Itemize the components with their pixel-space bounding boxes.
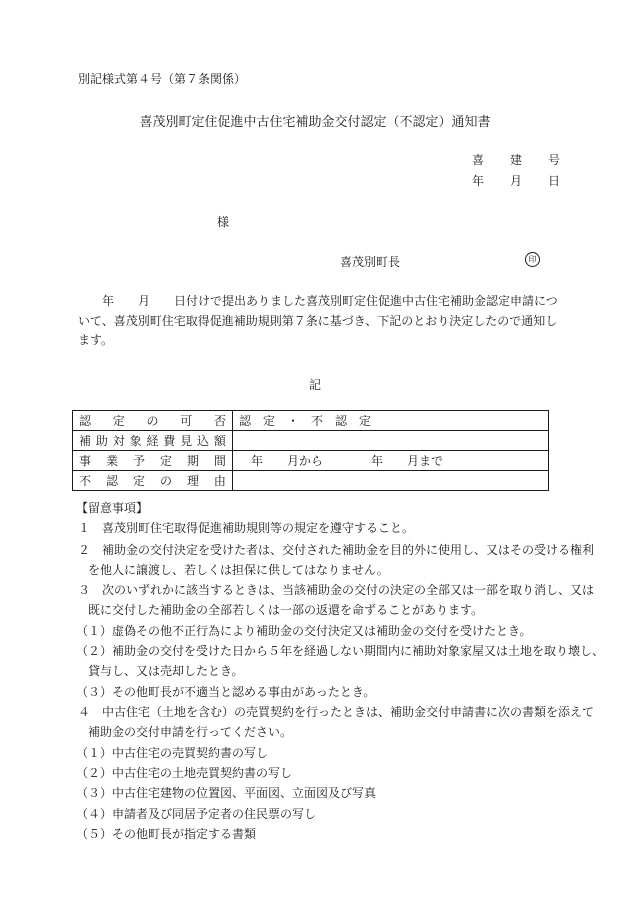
table-value: 認 定 ・ 不 認 定 <box>233 411 549 431</box>
note-line: （３）その他町長が不適当と認める事由があったとき。 <box>76 685 376 699</box>
note-line: （１）虚偽その他不正行為により補助金の交付決定又は補助金の交付を受けたとき。 <box>76 624 532 638</box>
table-label <box>73 431 233 451</box>
label-char: 額 <box>213 434 226 448</box>
note-line: （５）その他町長が指定する書類 <box>76 827 257 841</box>
note-line: 補助金の交付申請を行ってください。 <box>88 725 293 739</box>
table-row <box>73 451 549 471</box>
label-char: 可 <box>180 414 193 428</box>
note-line: ３ 次のいずれかに該当するときは、当該補助金の交付の決定の全部又は一部を取り消し、又は <box>78 583 595 597</box>
table-label <box>73 451 233 471</box>
table-value <box>233 431 549 451</box>
label-char: 補 <box>79 434 92 448</box>
date-char: 月 <box>509 174 522 188</box>
note-line: 貸与し、又は売却したとき。 <box>88 664 244 678</box>
label-char: 見 <box>180 434 193 448</box>
label-char: 認 <box>79 414 92 428</box>
label-char: 定 <box>132 474 145 488</box>
note-line: １ 喜茂別町住宅取得促進補助規則等の規定を遵守すること。 <box>78 521 415 535</box>
note-line: ２ 補助金の交付決定を受けた者は、交付された補助金を目的外に使用し、又はその受ける権利 <box>78 543 595 557</box>
note-line: 既に交付した補助金の全部若しくは一部の返還を命ずることがあります。 <box>88 603 484 617</box>
label-char: 助 <box>95 434 108 448</box>
ki-heading: 記 <box>308 378 321 392</box>
label-char: の <box>159 474 172 488</box>
doc-number-char: 喜 <box>472 153 485 167</box>
label-char: 業 <box>105 454 118 468</box>
label-char: 定 <box>159 454 172 468</box>
document-title: 喜茂別町定住促進中古住宅補助金交付認定（不認定）通知書 <box>139 115 491 130</box>
table-value: 年 月から 年 月まで <box>233 451 549 471</box>
label-char: 期 <box>186 454 199 468</box>
decision-table <box>72 410 549 491</box>
label-char: 込 <box>197 434 210 448</box>
issuer-name: 喜茂別町長 <box>340 255 401 269</box>
label-char: 経 <box>146 434 159 448</box>
label-char: 由 <box>213 474 226 488</box>
date-char: 年 <box>472 174 485 188</box>
label-char: 理 <box>186 474 199 488</box>
label-char: 費 <box>163 434 176 448</box>
label-char: 対 <box>112 434 125 448</box>
table-row <box>73 411 549 431</box>
note-line: （４）申請者及び同居予定者の住民票の写し <box>76 807 317 821</box>
table-label <box>73 411 233 431</box>
form-number: 別記様式第４号（第７条関係） <box>78 72 247 86</box>
note-line: （１）中古住宅の売買契約書の写し <box>76 746 269 760</box>
note-line: （２）中古住宅の土地売買契約書の写し <box>76 766 293 780</box>
date-char: 日 <box>547 174 560 188</box>
label-char: 象 <box>129 434 142 448</box>
label-char: 間 <box>213 454 226 468</box>
label-char: 認 <box>105 474 118 488</box>
table-label <box>73 471 233 491</box>
note-line: ４ 中古住宅（土地を含む）の売買契約を行ったときは、補助金交付申請書に次の書類を添えて <box>78 705 595 719</box>
label-char: 定 <box>112 414 125 428</box>
document-date <box>472 172 560 189</box>
body-paragraph: 年 月 日付けで提出ありました喜茂別町定住促進中古住宅補助金認定申請について、喜茂別町住宅取得促進補助規則第７条に基づき、下記のとおり決定したので通知します。 <box>78 294 558 347</box>
table-row <box>73 431 549 451</box>
label-char: の <box>146 414 159 428</box>
label-char: 不 <box>79 474 92 488</box>
addressee-suffix: 様 <box>217 215 230 229</box>
note-line: （３）中古住宅建物の位置図、平面図、立面図及び写真 <box>76 786 377 800</box>
label-char: 否 <box>213 414 226 428</box>
doc-number-char: 建 <box>509 153 522 167</box>
table-row <box>73 471 549 491</box>
label-char: 予 <box>132 454 145 468</box>
label-char: 事 <box>79 454 92 468</box>
table-value <box>233 471 549 491</box>
note-line: を他人に譲渡し、若しくは担保に供してはなりません。 <box>88 563 389 577</box>
document-number <box>472 151 560 168</box>
note-line: （２）補助金の交付を受けた日から５年を経過しない期間内に補助対象家屋又は土地を取り壊し、 <box>76 644 605 658</box>
doc-number-char: 号 <box>547 153 560 167</box>
seal-icon: 印 <box>525 252 540 267</box>
notes-heading: 【留意事項】 <box>76 501 149 515</box>
